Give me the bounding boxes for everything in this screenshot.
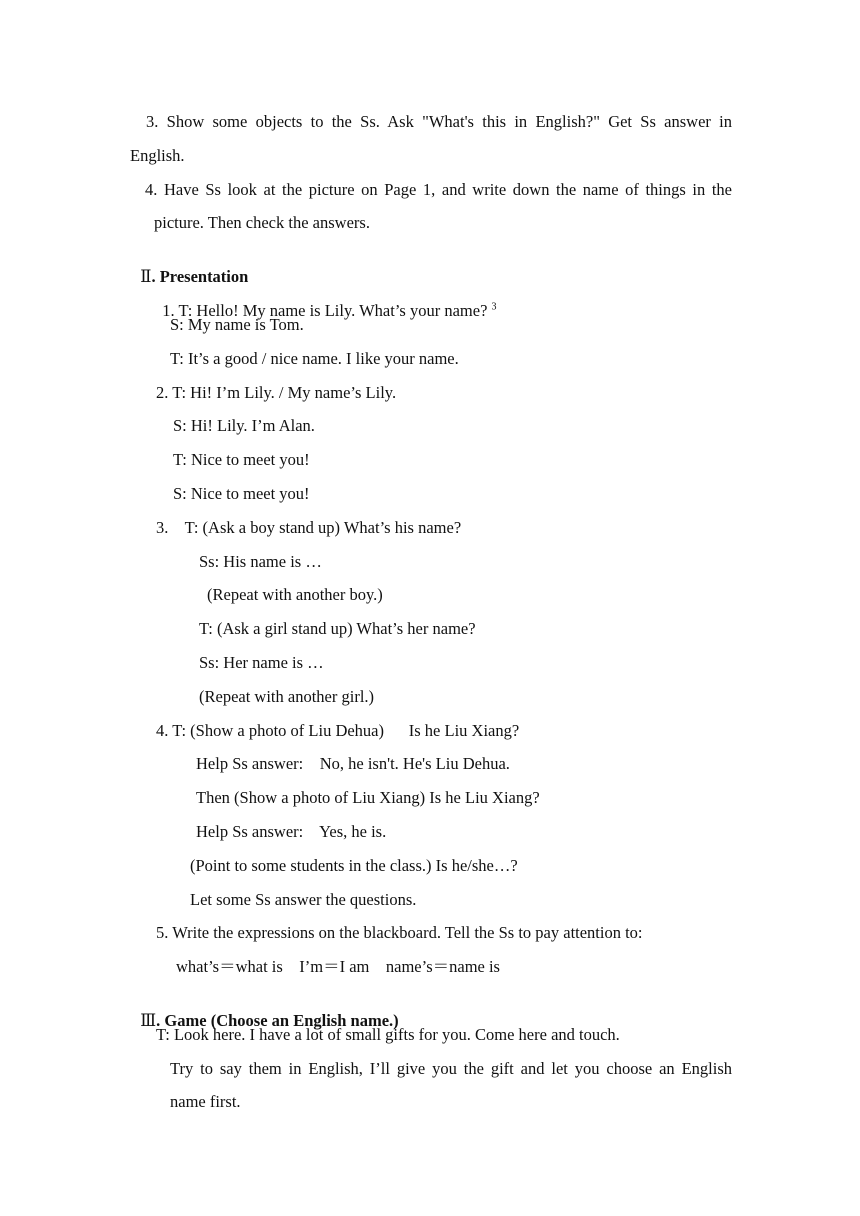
presentation-line-4: 2. T: Hi! I’m Lily. / My name’s Lily. <box>156 383 397 402</box>
game-line-2: Try to say them in English, I’ll give you the gift and let you choose an English <box>170 1059 732 1078</box>
footnote-mark: 3 <box>491 301 497 313</box>
presentation-line-3: T: It’s a good / nice name. I like your name. <box>170 349 459 368</box>
presentation-line-20: 5. Write the expressions on the blackboard. Tell the Ss to pay attention to: <box>156 923 643 942</box>
presentation-line-15: Help Ss answer: No, he isn't. He's Liu Dehua. <box>196 754 510 773</box>
presentation-line-2: S: My name is Tom. <box>170 315 304 334</box>
presentation-line-6: T: Nice to meet you! <box>173 450 310 469</box>
presentation-line-1 <box>154 281 497 320</box>
presentation-line-1-text: 1. T: Hello! My name is Lily. What’s your name? <box>162 301 492 320</box>
presentation-line-8: 3. T: (Ask a boy stand up) What’s his name? <box>156 518 462 537</box>
presentation-heading <box>132 247 249 286</box>
presentation-line-5: S: Hi! Lily. I’m Alan. <box>173 416 315 435</box>
game-title: . Game (Choose an English name.) <box>156 1011 399 1030</box>
item-3-line-1: 3. Show some objects to the Ss. Ask "What's this in English?" Get Ss answer in <box>146 112 732 131</box>
presentation-line-18: (Point to some students in the class.) Is he/she…? <box>190 856 518 875</box>
presentation-line-12: Ss: Her name is … <box>199 653 324 672</box>
presentation-line-9: Ss: His name is … <box>199 552 322 571</box>
presentation-line-13: (Repeat with another girl.) <box>199 687 375 706</box>
item-4-line-1: 4. Have Ss look at the picture on Page 1, and write down the name of things in the <box>145 180 732 199</box>
section-numeral-2: Ⅱ <box>140 267 152 286</box>
item-4-line-2: picture. Then check the answers. <box>154 213 370 232</box>
presentation-line-21: what’s＝what is I’m＝I am name’s＝name is <box>176 957 500 976</box>
presentation-line-17: Help Ss answer: Yes, he is. <box>196 822 387 841</box>
presentation-line-7: S: Nice to meet you! <box>173 484 310 503</box>
item-3-line-2: English. <box>130 146 185 165</box>
presentation-line-11: T: (Ask a girl stand up) What’s her name? <box>199 619 476 638</box>
section-numeral-3: Ⅲ <box>140 1011 157 1030</box>
game-heading <box>132 991 399 1030</box>
game-line-1: T: Look here. I have a lot of small gifts for you. Come here and touch. <box>156 1025 620 1044</box>
presentation-line-10: (Repeat with another boy.) <box>207 585 383 604</box>
presentation-line-16: Then (Show a photo of Liu Xiang) Is he Liu Xiang? <box>196 788 540 807</box>
presentation-line-14: 4. T: (Show a photo of Liu Dehua) Is he Liu Xiang? <box>156 721 520 740</box>
game-line-3: name first. <box>170 1092 241 1111</box>
presentation-title: . Presentation <box>151 267 249 286</box>
presentation-line-19: Let some Ss answer the questions. <box>190 890 417 909</box>
